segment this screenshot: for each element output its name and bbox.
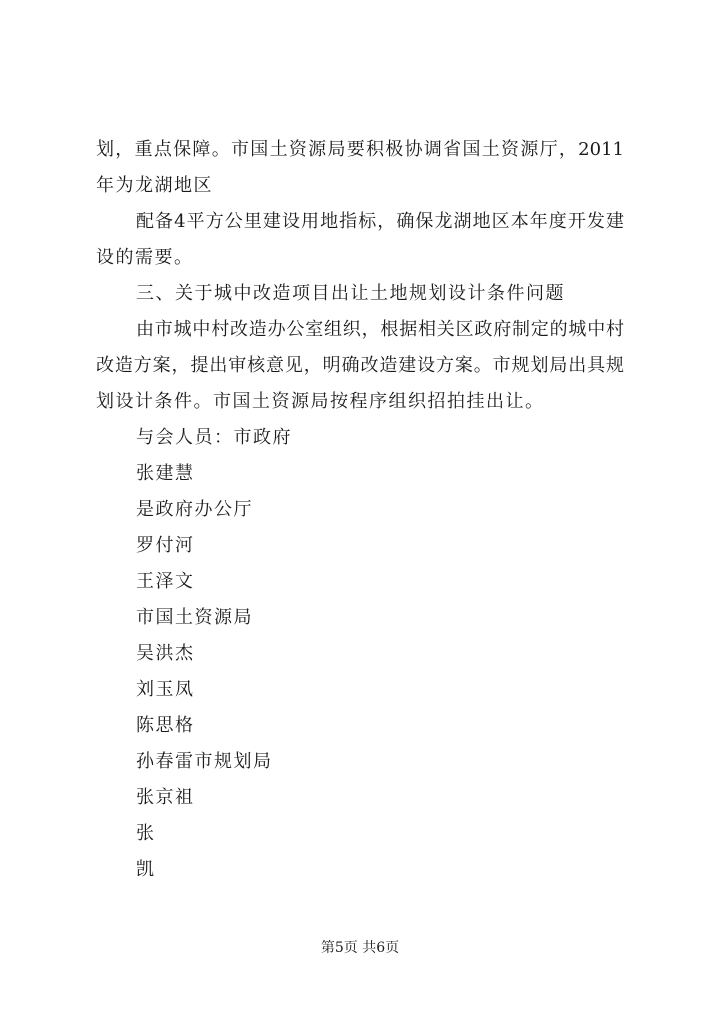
attendee-name: 是政府办公厅 [136,499,253,520]
attendee-name: 凯 [136,859,156,880]
paragraph-line: 由市城中村改造办公室组织，根据相关区政府制定的城中村 [136,319,624,340]
attendee-name: 张京祖 [136,787,195,808]
attendee-name: 王泽文 [136,571,195,592]
attendee-name: 市国土资源局 [136,607,253,628]
page-footer: 第5页 共6页 [320,940,400,956]
attendee-name: 张 [136,823,156,844]
section-heading: 三、关于城中改造项目出让土地规划设计条件问题 [136,283,565,304]
paragraph-line: 设的需要。 [96,247,194,268]
paragraph-line: 划，重点保障。市国土资源局要积极协调省国土资源厅，2011 [96,139,624,160]
paragraph-line: 划设计条件。市国土资源局按程序组织招拍挂出让。 [96,391,545,412]
attendees-label: 与会人员：市政府 [136,427,292,448]
paragraph-line: 改造方案，提出审核意见，明确改造建设方案。市规划局出具规 [96,355,624,376]
attendee-name: 罗付河 [136,535,195,556]
attendee-name: 刘玉凤 [136,679,195,700]
attendee-name: 张建慧 [136,463,195,484]
paragraph-line: 配备4平方公里建设用地指标，确保龙湖地区本年度开发建 [136,211,624,232]
attendee-name: 孙春雷市规划局 [136,751,273,772]
attendee-name: 陈思格 [136,715,195,736]
paragraph-line: 年为龙湖地区 [96,175,213,196]
attendee-name: 吴洪杰 [136,643,195,664]
